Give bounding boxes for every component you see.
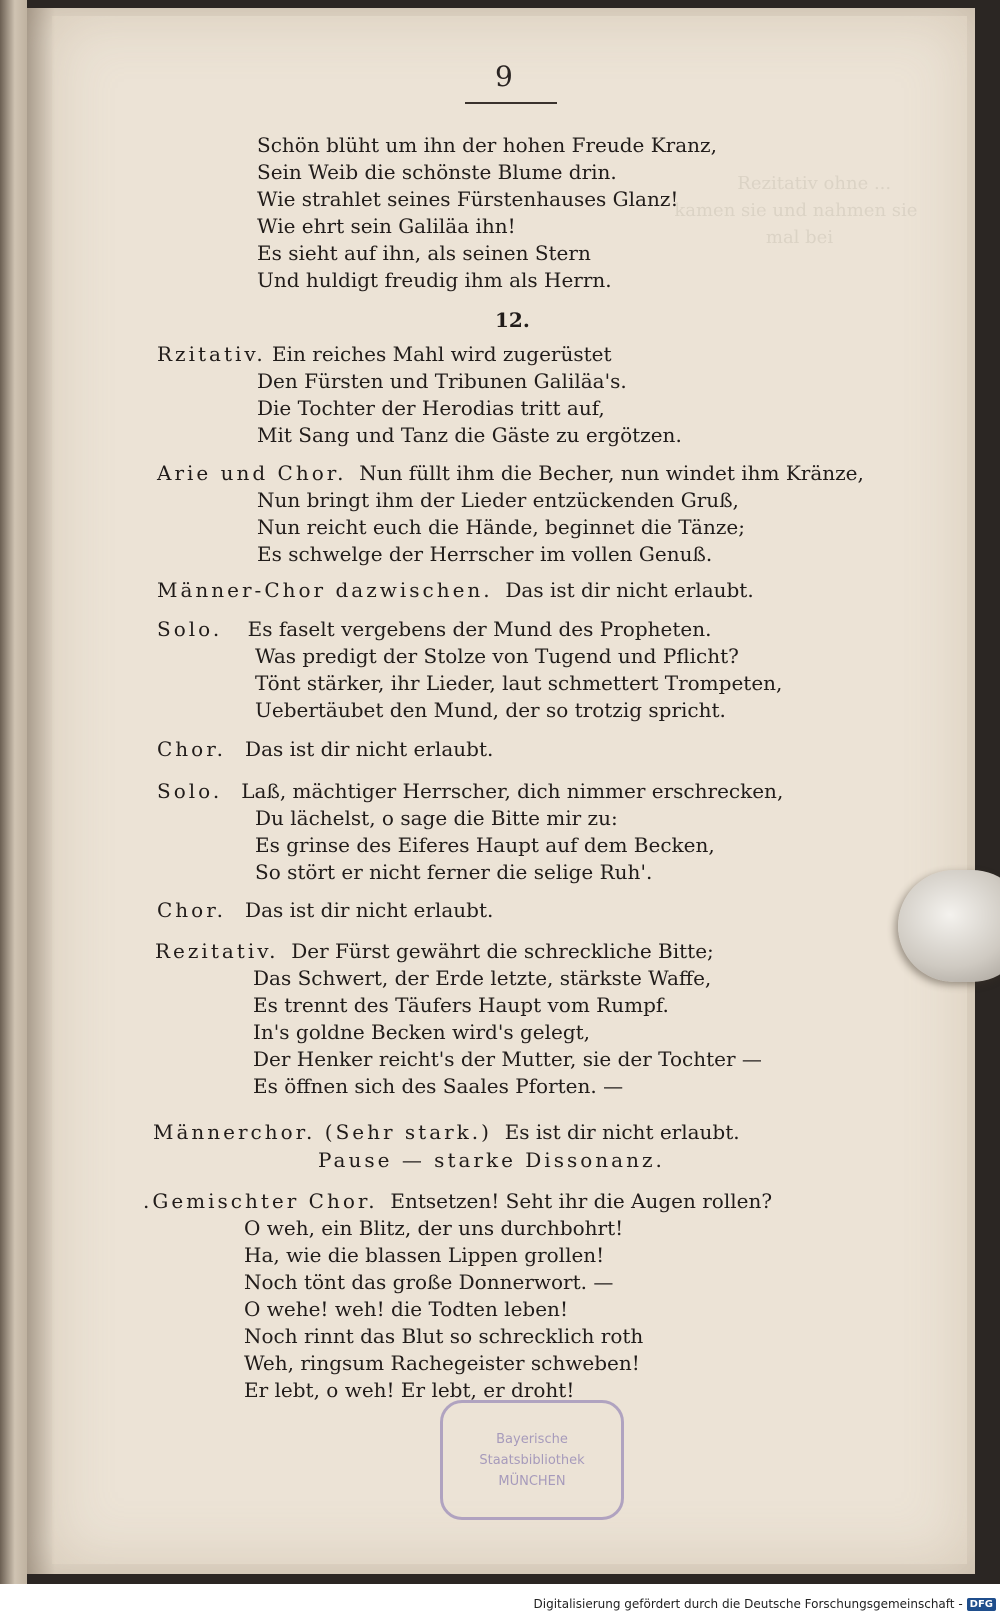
- text-line: Und huldigt freudig ihm als Herrn.: [257, 268, 612, 292]
- stamp-line: MÜNCHEN: [498, 1473, 566, 1489]
- text-line: Mit Sang und Tanz die Gäste zu ergötzen.: [257, 423, 682, 447]
- text-line: Er lebt, o weh! Er lebt, er droht!: [244, 1378, 575, 1402]
- text-line: Ha, wie die blassen Lippen grollen!: [244, 1243, 605, 1267]
- book-spine: [0, 0, 27, 1584]
- footer-credit: Digitalisierung gefördert durch die Deutsche Forschungsgemeinschaft -: [533, 1597, 963, 1611]
- section-number: 12.: [495, 308, 530, 332]
- text-line: Nun bringt ihm der Lieder entzückenden Gruß,: [257, 488, 739, 512]
- text-line: Die Tochter der Herodias tritt auf,: [257, 396, 605, 420]
- page-number: 9: [495, 60, 513, 93]
- speaker-label: Chor.: [157, 737, 226, 761]
- library-stamp: [440, 1400, 624, 1520]
- text-line: Tönt stärker, ihr Lieder, laut schmettert Trompeten,: [255, 671, 783, 695]
- speaker-label: Männer-Chor dazwischen.: [157, 578, 493, 602]
- text-line: Das Schwert, der Erde letzte, stärkste Waffe,: [253, 966, 712, 990]
- text-line: Chor. Das ist dir nicht erlaubt.: [157, 737, 494, 761]
- text-line: Es grinse des Eiferes Haupt auf dem Becken,: [255, 833, 715, 857]
- page-clip: [898, 870, 1000, 982]
- bleed-through-text: Rezitativ ohne ... kamen sie und nahmen sie mal bei: [674, 173, 918, 248]
- text-line: Männer-Chor dazwischen. Das ist dir nicht erlaubt.: [157, 578, 754, 602]
- text-line: Noch tönt das große Donnerwort. —: [244, 1270, 614, 1294]
- text-line: Der Henker reicht's der Mutter, sie der Tochter —: [253, 1047, 762, 1071]
- stage-direction: Pause — starke Dissonanz.: [318, 1148, 665, 1172]
- text-line: Es öffnen sich des Saales Pforten. —: [253, 1074, 624, 1098]
- speaker-label: Arie und Chor.: [157, 461, 347, 485]
- speaker-label: Chor.: [157, 898, 226, 922]
- text-line: In's goldne Becken wird's gelegt,: [253, 1020, 591, 1044]
- text-line: Solo. Laß, mächtiger Herrscher, dich nimmer erschrecken,: [157, 779, 784, 803]
- text-line: Rzitativ. Ein reiches Mahl wird zugerüstet: [157, 342, 612, 366]
- speaker-label: Männerchor. (Sehr stark.): [153, 1120, 492, 1144]
- text-line: O weh, ein Blitz, der uns durchbohrt!: [244, 1216, 624, 1240]
- speaker-label: Rzitativ.: [157, 342, 266, 366]
- fold-shadow: [27, 8, 55, 1574]
- stamp-line: Bayerische: [496, 1431, 568, 1447]
- text-line: Uebertäubet den Mund, der so trotzig spricht.: [255, 698, 726, 722]
- text-line: Rezitativ. Der Fürst gewährt die schreckliche Bitte;: [155, 939, 714, 963]
- text-line: Chor. Das ist dir nicht erlaubt.: [157, 898, 494, 922]
- speaker-label: .Gemischter Chor.: [143, 1189, 378, 1213]
- text-line: Den Fürsten und Tribunen Galiläa's.: [257, 369, 627, 393]
- text-line: Es sieht auf ihn, als seinen Stern: [257, 241, 591, 265]
- dfg-logo-icon: DFG: [967, 1598, 996, 1611]
- text-line: .Gemischter Chor. Entsetzen! Seht ihr die Augen rollen?: [143, 1189, 773, 1213]
- text-line: Sein Weib die schönste Blume drin.: [257, 160, 617, 184]
- text-line: Nun reicht euch die Hände, beginnet die Tänze;: [257, 515, 745, 539]
- speaker-label: Solo.: [157, 779, 223, 803]
- text-line: Wie ehrt sein Galiläa ihn!: [257, 214, 516, 238]
- text-line: Du lächelst, o sage die Bitte mir zu:: [255, 806, 618, 830]
- text-line: Solo. Es faselt vergebens der Mund des Propheten.: [157, 617, 712, 641]
- text-line: Es schwelge der Herrscher im vollen Genuß.: [257, 542, 713, 566]
- text-line: Noch rinnt das Blut so schrecklich roth: [244, 1324, 644, 1348]
- digitization-footer: [534, 1597, 997, 1611]
- speaker-label: Rezitativ.: [155, 939, 279, 963]
- text-line: Arie und Chor. Nun füllt ihm die Becher, nun windet ihm Kränze,: [157, 461, 864, 485]
- text-line: Was predigt der Stolze von Tugend und Pflicht?: [255, 644, 739, 668]
- text-line: Weh, ringsum Rachegeister schweben!: [244, 1351, 640, 1375]
- speaker-label: Solo.: [157, 617, 223, 641]
- stamp-line: Staatsbibliothek: [479, 1452, 585, 1468]
- text-line: Männerchor. (Sehr stark.) Es ist dir nicht erlaubt.: [153, 1120, 740, 1144]
- text-line: Wie strahlet seines Fürstenhauses Glanz!: [257, 187, 679, 211]
- text-line: So stört er nicht ferner die selige Ruh'.: [255, 860, 653, 884]
- text-line: Schön blüht um ihn der hohen Freude Kranz,: [257, 133, 717, 157]
- text-line: O wehe! weh! die Todten leben!: [244, 1297, 568, 1321]
- text-line: Es trennt des Täufers Haupt vom Rumpf.: [253, 993, 669, 1017]
- page-number-rule: [465, 102, 557, 104]
